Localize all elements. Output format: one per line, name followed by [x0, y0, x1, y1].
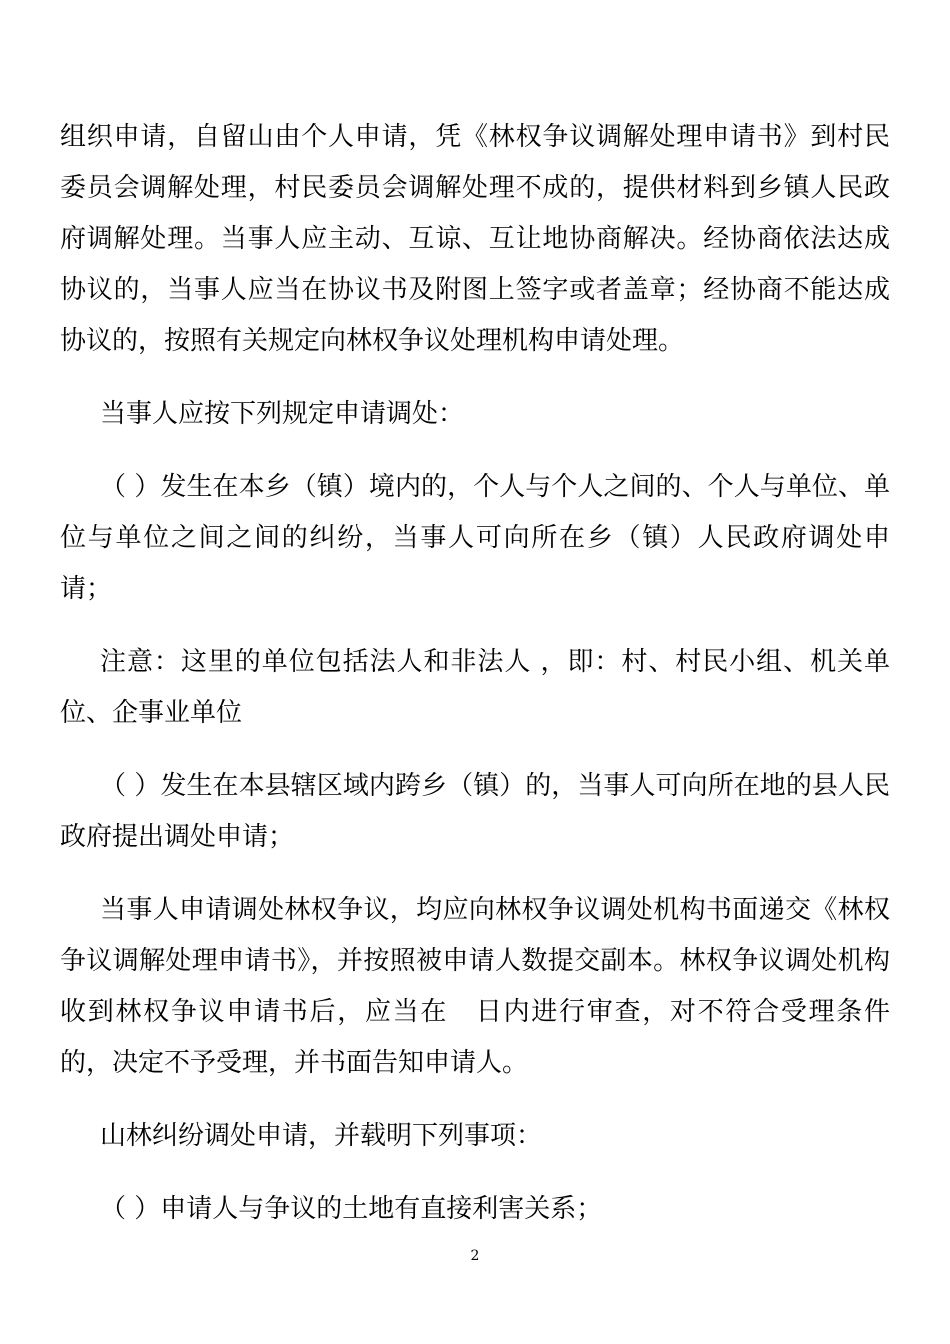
paragraph-application-items-intro: 山林纠纷调处申请，并载明下列事项：	[100, 1121, 543, 1151]
paragraph-mediation-rules-intro: 当事人应按下列规定申请调处：	[100, 399, 465, 429]
page-number: 2	[470, 1248, 480, 1264]
paragraph-written-application: 当事人申请调处林权争议，均应向林权争议调处机构书面递交《林权争议调解处理申请书》，并按照被申请人数提交副本。林权争议调处机构收到林权争议申请书后，应当在 日内进行审查，对不符合受理条件的，决定不予受理，并书面告知申请人。	[60, 895, 890, 1078]
paragraph-application-procedure: 组织申请，自留山由个人申请，凭《林权争议调解处理申请书》到村民委员会调解处理，村民委员会调解处理不成的，提供材料到乡镇人民政府调解处理。当事人应主动、互谅、互让地协商解决。经协商依法达成协议的，当事人应当在协议书及附图上签字或者盖章；经协商不能达成协议的，按照有关规定向林权争议处理机构申请处理。	[60, 122, 890, 356]
paragraph-item-direct-interest: （ ）申请人与争议的土地有直接利害关系；	[100, 1194, 603, 1224]
paragraph-note-units: 注意：这里的单位包括法人和非法人 ，即：村、村民小组、机关单位、企事业单位	[60, 647, 890, 728]
document-body	[60, 112, 890, 1235]
paragraph-rule-county: （ ）发生在本县辖区域内跨乡（镇）的，当事人可向所在地的县人民政府提出调处申请；	[60, 771, 890, 852]
paragraph-rule-township: （ ）发生在本乡（镇）境内的，个人与个人之间的、个人与单位、单位与单位之间之间的纠纷，当事人可向所在乡（镇）人民政府调处申请；	[60, 472, 890, 604]
